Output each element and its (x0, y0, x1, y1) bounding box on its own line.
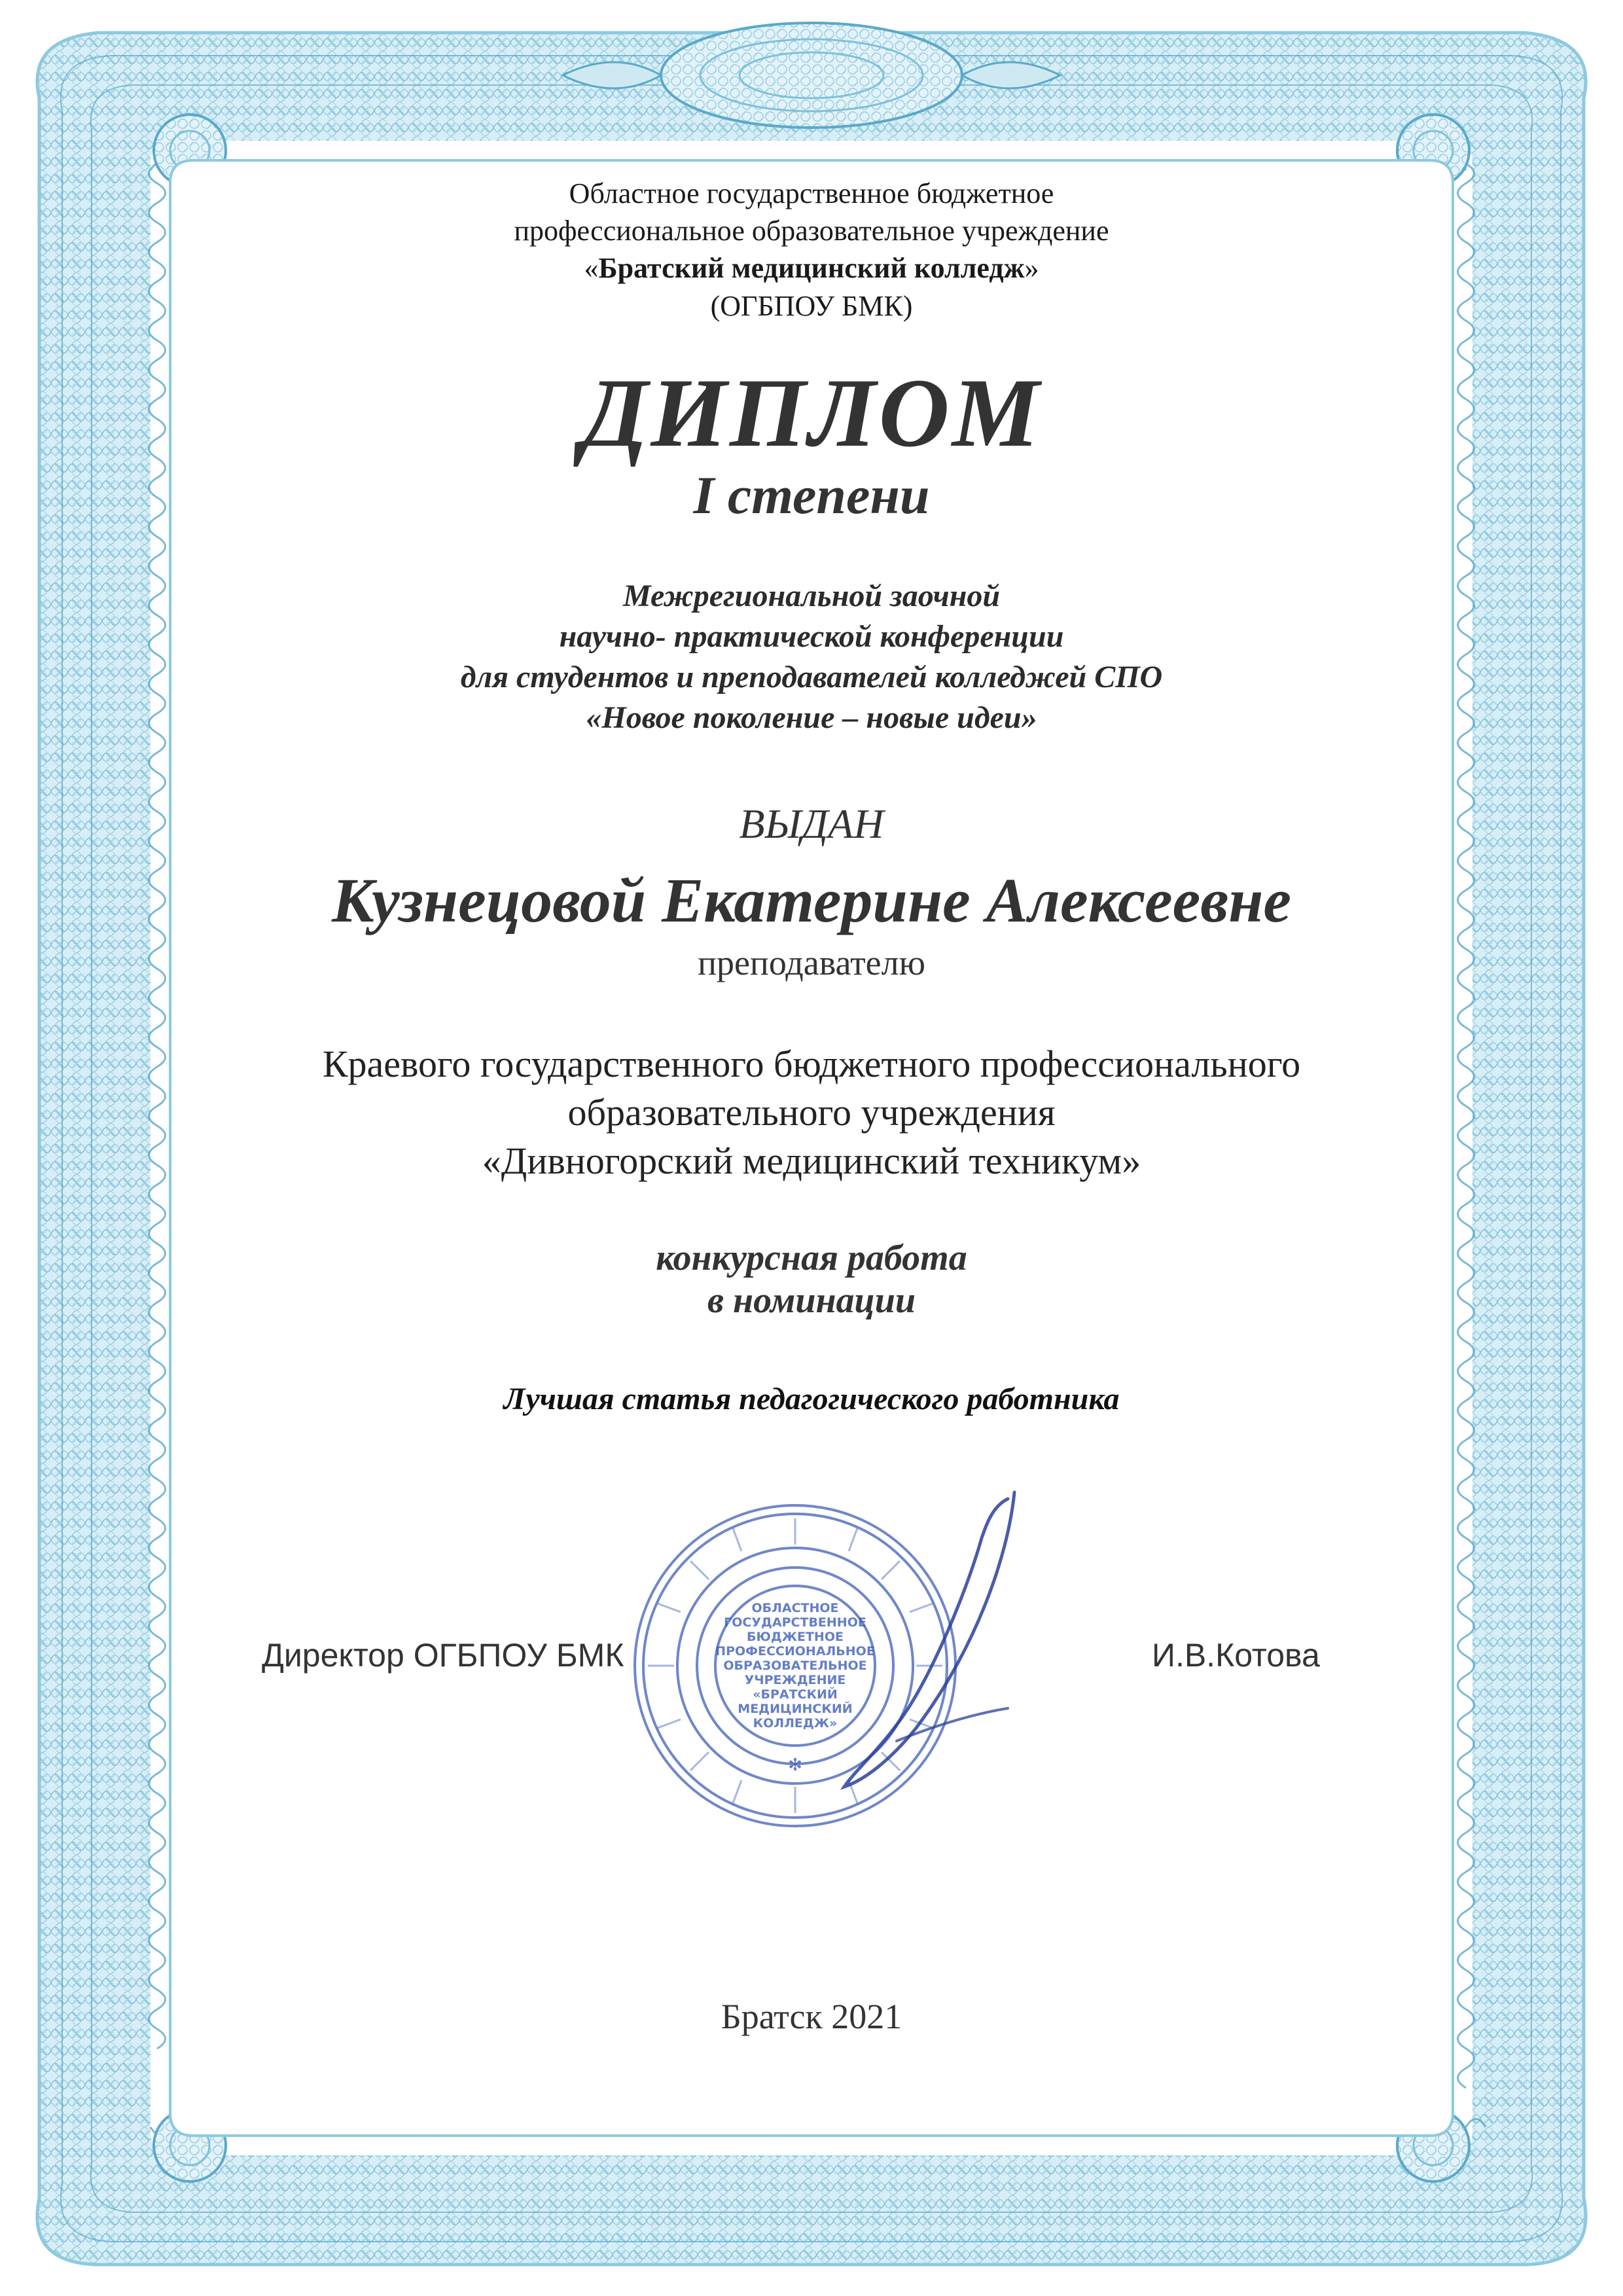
director-signature (818, 1479, 1041, 1820)
director-name: И.В.Котова (1152, 1637, 1320, 1674)
seal-center-line: ГОСУДАРСТВЕННОЕ (724, 1615, 866, 1630)
competition-line-1: конкурсная работа (656, 1238, 967, 1278)
director-position: Директор ОГБПОУ БМК (262, 1637, 624, 1674)
institution-line-2: образовательного учреждения (567, 1091, 1056, 1134)
institution-line-1: Краевого государственного бюджетного профессионального (322, 1043, 1301, 1085)
seal-center-line: КОЛЛЕДЖ» (753, 1716, 838, 1731)
seal-center-line: БЮДЖЕТНОЕ (747, 1630, 844, 1644)
issued-label: ВЫДАН (739, 800, 884, 847)
conference-line-1: Межрегиональной заочной (622, 579, 1001, 613)
recipient-name: Кузнецовой Екатерине Алексеевне (332, 865, 1291, 935)
competition-line-2: в номинации (707, 1280, 916, 1321)
seal-center-line: ОБЛАСТНОЕ (751, 1601, 839, 1615)
conference-title: «Новое поколение – новые идеи» (586, 700, 1037, 735)
recipient-role: преподавателю (698, 943, 925, 982)
org-line-2: профессиональное образовательное учреждение (514, 215, 1109, 247)
conference-line-3: для студентов и преподавателей колледжей СПО (460, 660, 1163, 694)
seal-star-icon: ✻ (788, 1755, 802, 1775)
org-line-1: Областное государственное бюджетное (569, 177, 1054, 209)
org-name: «Братский медицинский колледж» (584, 252, 1039, 284)
diploma-title: ДИПЛОМ (580, 359, 1043, 467)
seal-center-line: УЧРЕЖДЕНИЕ (744, 1673, 846, 1687)
institution-name: «Дивногорский медицинский техникум» (482, 1139, 1141, 1182)
diploma-degree: I степени (693, 465, 930, 525)
seal-center-line: ПРОФЕССИОНАЛЬНОЕ (715, 1644, 875, 1659)
city-year: Братск 2021 (721, 1997, 902, 2036)
seal-center-line: «БРАТСКИЙ (753, 1687, 838, 1702)
conference-line-2: научно- практической конференции (559, 619, 1064, 654)
org-abbreviation: (ОГБПОУ БМК) (710, 290, 913, 322)
seal-center-line: МЕДИЦИНСКИЙ (738, 1702, 853, 1716)
nomination-title: Лучшая статья педагогического работника (503, 1382, 1120, 1416)
seal-center-line: ОБРАЗОВАТЕЛЬНОЕ (723, 1659, 867, 1673)
